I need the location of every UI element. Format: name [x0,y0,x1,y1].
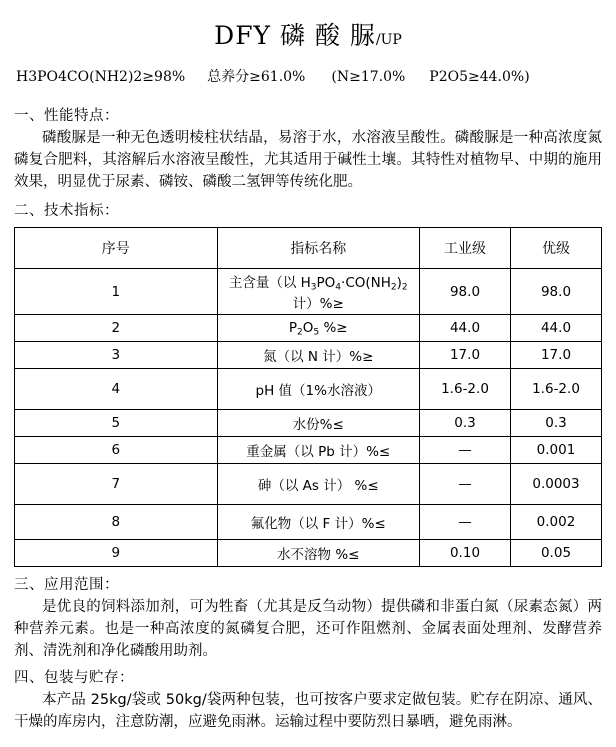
row-name: 氟化物（以 F 计）%≤ [217,505,420,540]
row-name: 砷（以 As 计） %≤ [217,464,420,505]
row-name-sub: 2 [297,326,303,337]
row-name-sub: 2 [401,282,408,293]
header-name: 指标名称 [217,228,420,269]
row-value-industrial: 17.0 [420,342,511,369]
row-name-part: 主含量（以 H [228,275,311,291]
formula-part-3: (N≥17.0% [331,69,406,85]
row-name-part: O [302,319,314,336]
row-name: 氮（以 N 计）%≥ [217,342,420,369]
row-value-industrial: 0.3 [420,410,511,437]
row-value-premium: 98.0 [511,269,602,315]
row-value-industrial: 0.10 [420,540,511,567]
row-name-sub: 5 [313,326,320,337]
row-name-part: ·CO(NH [341,275,391,291]
section-1-body: 磷酸脲是一种无色透明棱柱状结晶，易溶于水，水溶液呈酸性。磷酸脲是一种高浓度氮磷复合肥料，其溶解后水溶液呈酸性，尤其适用于碱性土壤。其特性对植物早、中期的施用效果，明显优于尿素、磷铵、磷酸二氢钾等传统化肥。 [14,130,602,190]
row-value-premium: 44.0 [511,315,602,342]
table-row [15,505,602,540]
page-title-main: DFY 磷 酸 脲 [214,21,376,50]
row-value-premium: 1.6-2.0 [511,369,602,410]
row-index: 3 [15,342,218,369]
row-name-part: 计）%≥ [292,296,344,313]
header-industrial: 工业级 [420,228,511,269]
row-name [217,315,420,342]
formula-line [16,66,600,86]
table-row [15,369,602,410]
row-value-premium: 0.0003 [511,464,602,505]
row-name-part: P [288,319,298,336]
table-row [15,464,602,505]
row-name: 水不溶物 %≤ [217,540,420,567]
row-index: 2 [15,315,218,342]
row-value-premium: 0.3 [511,410,602,437]
section-1-heading: 一、性能特点： [14,108,119,124]
row-index: 6 [15,437,218,464]
row-value-premium: 17.0 [511,342,602,369]
table-row [15,315,602,342]
row-name-part: %≥ [319,319,348,336]
page-title [14,16,602,52]
row-name-sub: 4 [335,282,342,293]
row-name-part: PO [316,275,336,291]
row-index: 8 [15,505,218,540]
section-4-heading: 四、包装与贮存： [14,670,134,687]
section-4-body: 本产品 25kg/袋或 50kg/袋两种包装，也可按客户要求定做包装。贮存在阴凉、通风、干燥的库房内，注意防潮，应避免雨淋。运输过程中要防烈日暴晒，避免雨淋。 [14,692,602,731]
row-value-industrial: — [420,437,511,464]
row-index: 4 [15,369,218,410]
header-premium: 优级 [511,228,602,269]
row-index: 5 [15,410,218,437]
row-value-industrial: — [420,505,511,540]
row-value-industrial: — [420,464,511,505]
formula-part-2: 总养分≥61.0% [207,69,306,85]
row-name: 重金属（以 Pb 计）%≤ [217,437,420,464]
row-name-sub: 2 [390,282,397,293]
row-value-premium: 0.002 [511,505,602,540]
table-row [15,342,602,369]
section-2-heading: 二、技术指标： [14,203,119,219]
table-row [15,540,602,567]
formula-part-4: P2O5≥44.0%) [429,69,530,85]
table-row [15,269,602,315]
row-name-part: ) [396,275,402,291]
row-name: 水份%≤ [217,410,420,437]
spec-table [14,227,602,567]
section-3-heading: 三、应用范围： [14,577,119,594]
row-name: pH 值（1%水溶液） [217,369,420,410]
row-value-premium: 0.001 [511,437,602,464]
table-row [15,410,602,437]
row-name [217,269,420,315]
row-index: 7 [15,464,218,505]
row-value-industrial: 44.0 [420,315,511,342]
row-index: 9 [15,540,218,567]
page-title-suffix: /UP [375,32,402,48]
section-3-body: 是优良的饲料添加剂，可为牲畜（尤其是反刍动物）提供磷和非蛋白氮（尿素态氮）两种营养元素。也是一种高浓度的氮磷复合肥，还可作阻燃剂、金属表面处理剂、发酵营养剂、清洗剂和净化磷酸用助剂。 [14,599,602,660]
table-row [15,437,602,464]
row-value-premium: 0.05 [511,540,602,567]
row-name-sub: 3 [310,282,317,293]
formula-part-1: H3PO4CO(NH2)2≥98% [16,69,186,85]
row-value-industrial: 98.0 [420,269,511,315]
row-value-industrial: 1.6-2.0 [420,369,511,410]
row-index: 1 [15,269,218,315]
table-header-row [15,228,602,269]
header-index: 序号 [15,228,218,269]
